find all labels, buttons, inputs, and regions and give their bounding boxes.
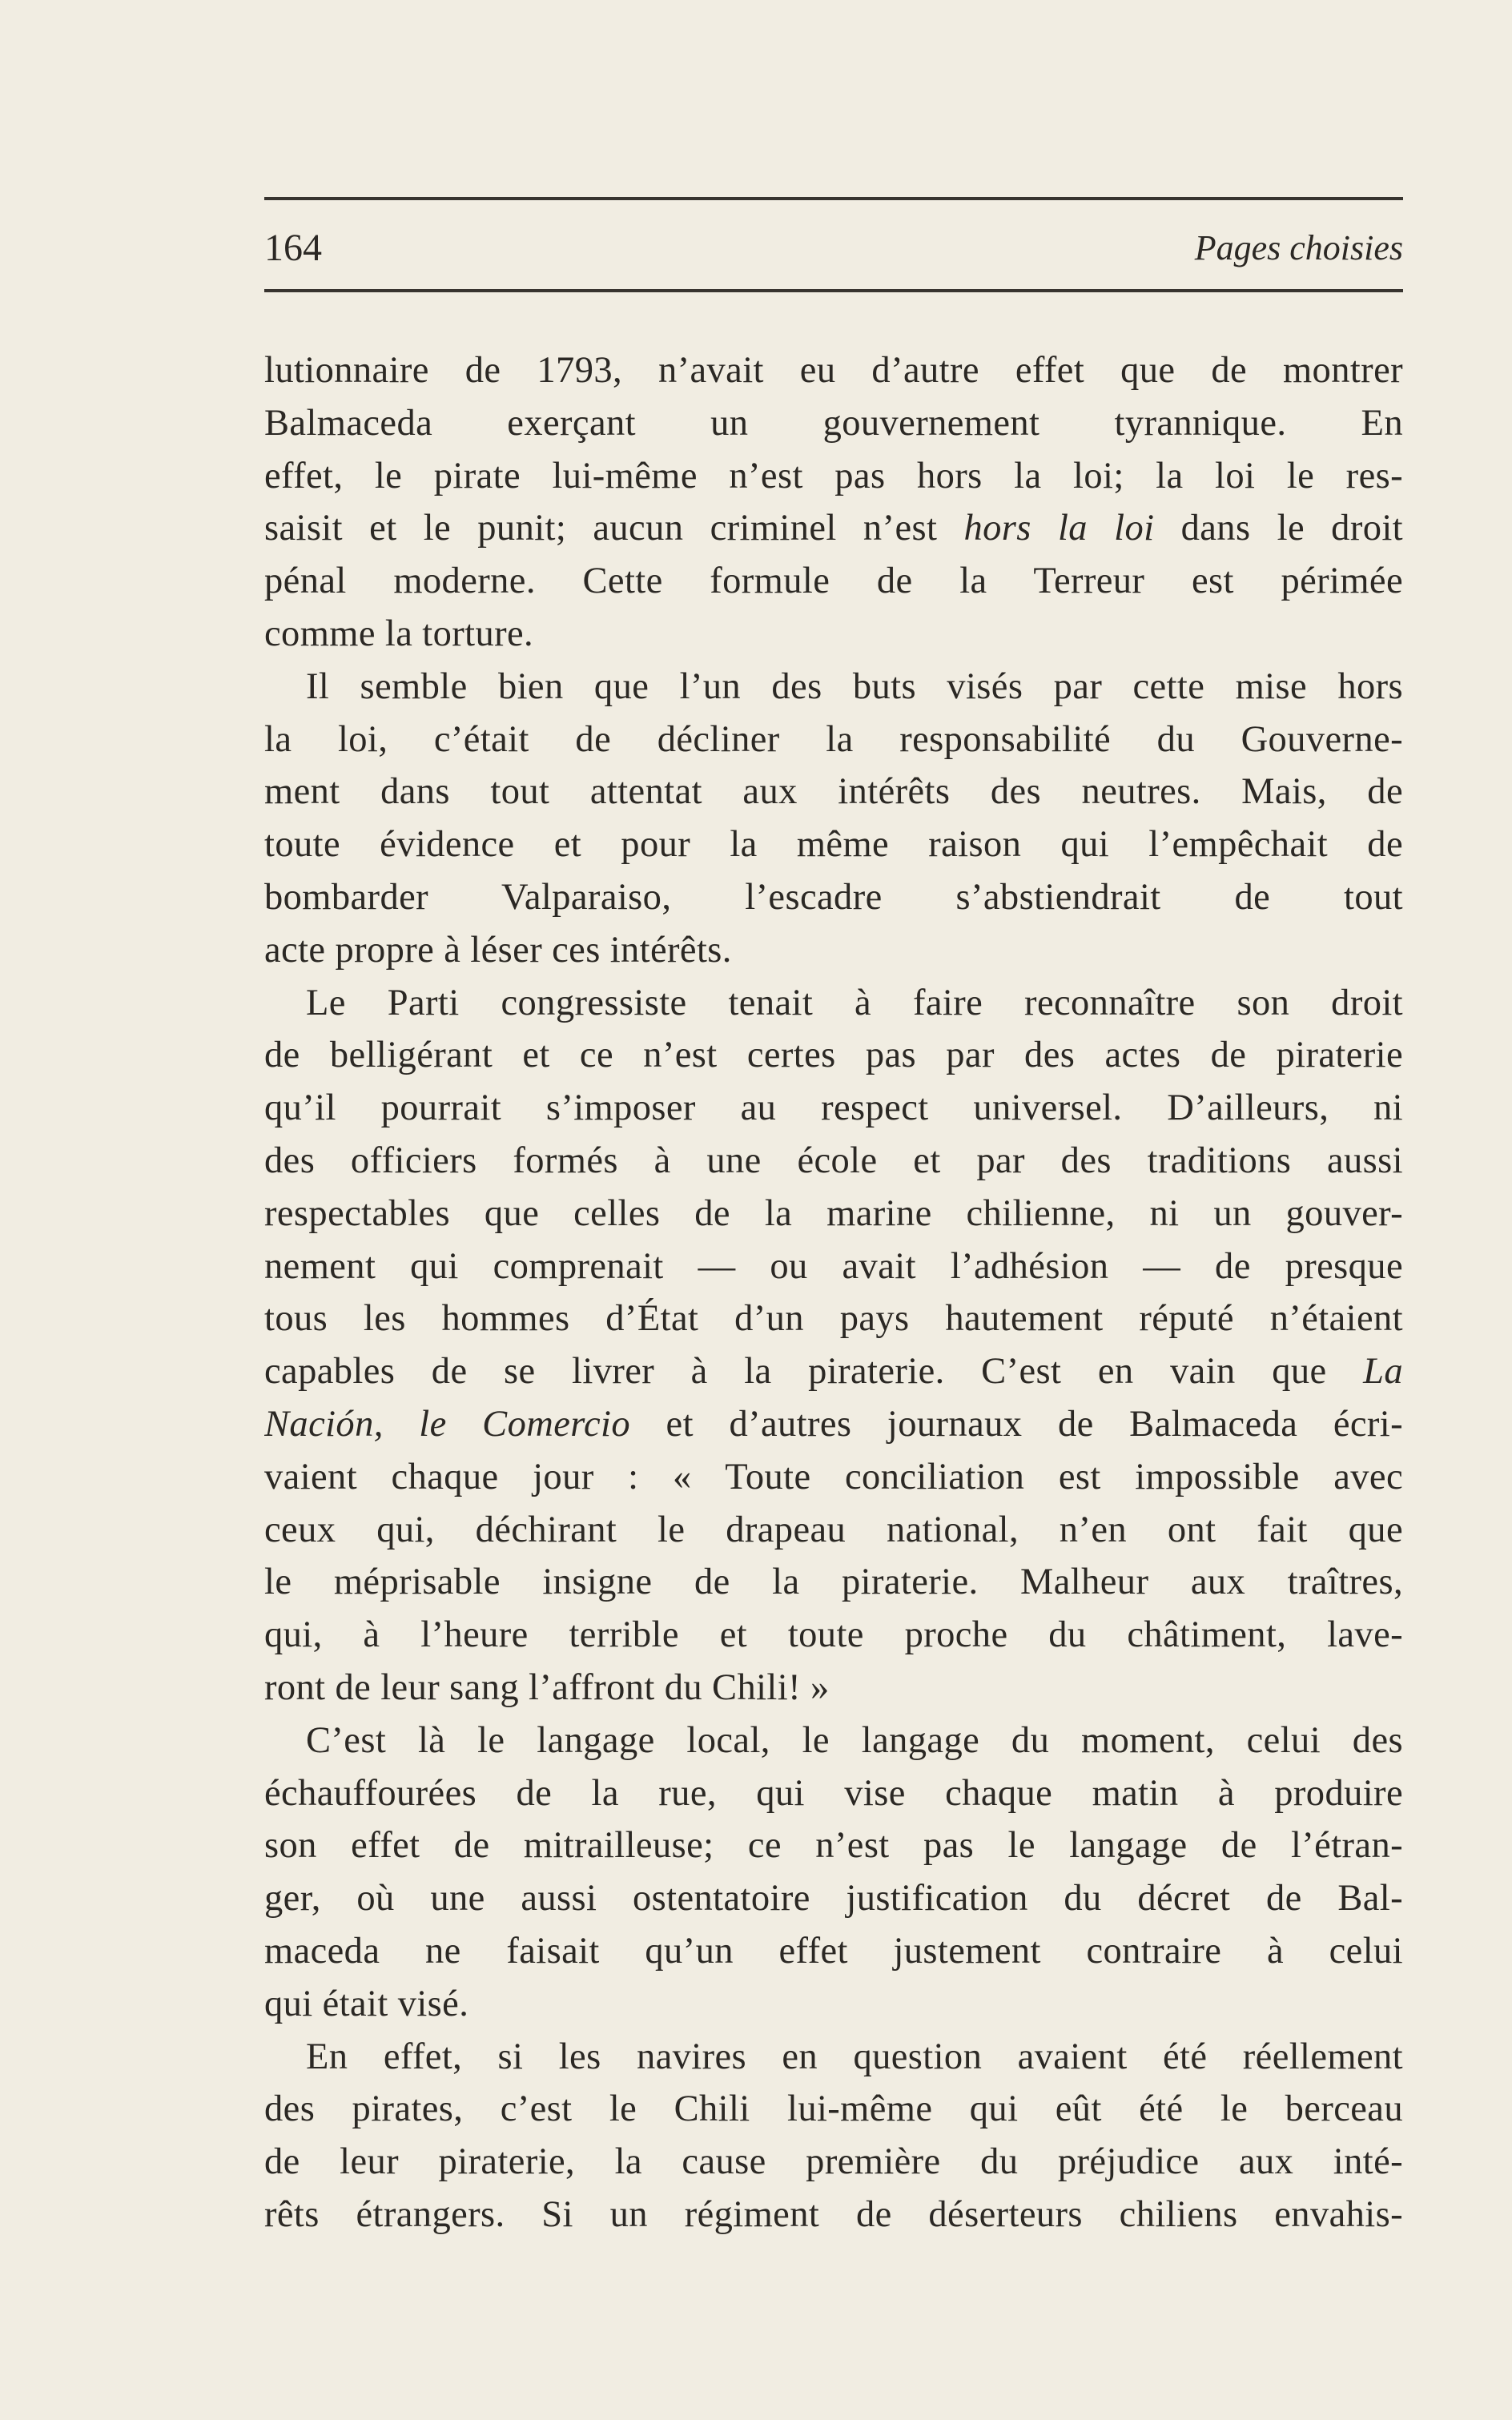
text-line — [264, 1135, 1403, 1188]
text-line — [264, 1188, 1403, 1240]
text-line-content: ment dans tout attentat aux intérêts des neutres. Mais, de — [264, 771, 1403, 813]
text-line — [264, 1662, 1403, 1715]
text-line-content: Balmaceda exerçant un gouvernement tyrannique. En — [264, 402, 1403, 444]
text-line — [264, 555, 1403, 608]
text-line — [264, 1872, 1403, 1925]
text-line-content: Le Parti congressiste tenait à faire reconnaître son droit — [306, 982, 1403, 1023]
text-line — [264, 397, 1403, 450]
text-line-content: saisit et le punit; aucun criminel n’est hors la loi dans le droit — [264, 508, 1403, 549]
text-line — [264, 2083, 1403, 2136]
text-line — [264, 1715, 1403, 1767]
text-line-content: toute évidence et pour la même raison qui l’empêchait de — [264, 824, 1403, 866]
text-line-content: rêts étrangers. Si un régiment de déserteurs chiliens envahis- — [264, 2193, 1403, 2235]
text-line — [264, 450, 1403, 503]
text-line — [264, 502, 1403, 555]
text-line — [264, 1978, 1403, 2031]
text-line-content: lutionnaire de 1793, n’avait eu d’autre effet que de montrer — [264, 350, 1403, 391]
text-line — [264, 1451, 1403, 1504]
text-line-content: effet, le pirate lui-même n’est pas hors la loi; la loi le res- — [264, 455, 1403, 496]
text-line — [264, 871, 1403, 924]
text-line-content: ger, où une aussi ostentatoire justification du décret de Bal- — [264, 1878, 1403, 1920]
text-line — [264, 977, 1403, 1030]
text-line-content: comme la torture. — [264, 613, 534, 654]
text-line — [264, 608, 1403, 661]
text-line — [264, 1504, 1403, 1557]
text-line-content: des officiers formés à une école et par des traditions aussi — [264, 1140, 1403, 1181]
text-line — [264, 2189, 1403, 2241]
text-line-content: ront de leur sang l’affront du Chili! » — [264, 1666, 830, 1708]
running-title: Pages choisies — [1194, 228, 1403, 267]
text-line — [264, 1925, 1403, 1978]
text-line-content: qu’il pourrait s’imposer au respect universel. D’ailleurs, ni — [264, 1087, 1403, 1129]
text-line — [264, 2136, 1403, 2189]
text-line-content: des pirates, c’est le Chili lui-même qui eût été le berceau — [264, 2088, 1403, 2130]
text-line — [264, 1082, 1403, 1135]
text-line-content: Il semble bien que l’un des buts visés par cette mise hors — [306, 665, 1403, 707]
body-text — [264, 344, 1403, 2241]
text-line-content: maceda ne faisait qu’un effet justement contraire à celui — [264, 1930, 1403, 1972]
text-line-content: En effet, si les navires en question avaient été réellement — [306, 2036, 1403, 2077]
text-line — [264, 1819, 1403, 1872]
text-line-content: respectables que celles de la marine chilienne, ni un gouver- — [264, 1192, 1403, 1234]
text-line — [264, 661, 1403, 714]
text-line-content: échauffourées de la rue, qui vise chaque matin à produire — [264, 1772, 1403, 1814]
header-rule-bottom — [264, 289, 1403, 292]
text-line — [264, 1398, 1403, 1451]
text-line-content: de belligérant et ce n’est certes pas par des actes de piraterie — [264, 1035, 1403, 1076]
text-line — [264, 1556, 1403, 1609]
text-line — [264, 818, 1403, 871]
text-line-content: ceux qui, déchirant le drapeau national, n’en ont fait que — [264, 1509, 1403, 1550]
text-line — [264, 1609, 1403, 1662]
text-line-content: qui, à l’heure terrible et toute proche du châtiment, lave- — [264, 1614, 1403, 1656]
text-line — [264, 714, 1403, 766]
text-line-content: capables de se livrer à la piraterie. C’est en vain que La — [264, 1351, 1403, 1393]
text-line — [264, 344, 1403, 397]
text-line-content: pénal moderne. Cette formule de la Terreur est périmée — [264, 561, 1403, 602]
text-line — [264, 2031, 1403, 2084]
text-line-content: bombarder Valparaiso, l’escadre s’abstiendrait de tout — [264, 876, 1403, 918]
text-line-content: Nación, le Comercio et d’autres journaux de Balmaceda écri- — [264, 1403, 1403, 1445]
text-line — [264, 1345, 1403, 1398]
text-line — [264, 1767, 1403, 1820]
text-line — [264, 1029, 1403, 1082]
text-line-content: de leur piraterie, la cause première du préjudice aux inté- — [264, 2141, 1403, 2183]
text-line — [264, 924, 1403, 977]
text-line-content: tous les hommes d’État d’un pays hautement réputé n’étaient — [264, 1298, 1403, 1340]
text-line-content: qui était visé. — [264, 1983, 469, 2024]
text-line-content: la loi, c’était de décliner la responsabilité du Gouverne- — [264, 718, 1403, 760]
page-number: 164 — [264, 227, 322, 269]
text-line-content: le méprisable insigne de la piraterie. Malheur aux traîtres, — [264, 1562, 1403, 1603]
text-line-content: nement qui comprenait — ou avait l’adhésion — de presque — [264, 1245, 1403, 1287]
text-line — [264, 766, 1403, 818]
text-line-content: son effet de mitrailleuse; ce n’est pas le langage de l’étran- — [264, 1825, 1403, 1867]
text-line — [264, 1292, 1403, 1345]
text-line-content: acte propre à léser ces intérêts. — [264, 929, 732, 971]
page-header — [264, 220, 1403, 276]
text-line — [264, 1240, 1403, 1293]
text-line-content: C’est là le langage local, le langage du moment, celui des — [306, 1719, 1403, 1761]
header-rule-top — [264, 197, 1403, 200]
text-line-content: vaient chaque jour : « Toute conciliation est impossible avec — [264, 1456, 1403, 1497]
